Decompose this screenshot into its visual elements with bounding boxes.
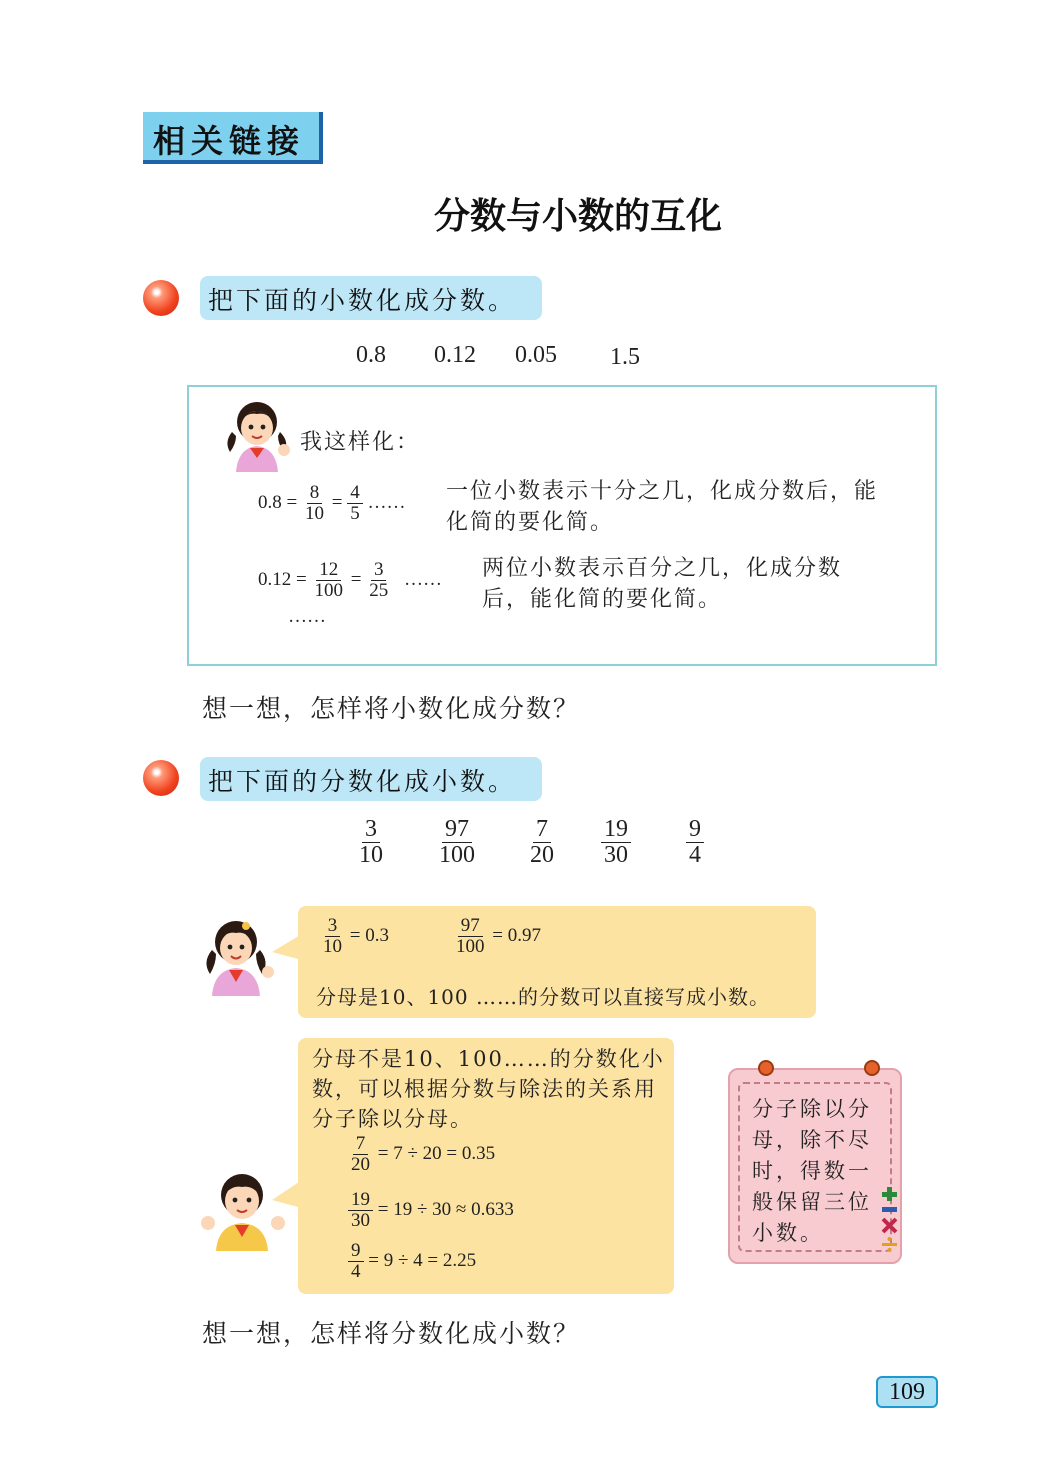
section-tag bbox=[143, 112, 323, 164]
equation-9-4: $\frac{9}{4}$ = 9 ÷ 4 = 2.25 bbox=[348, 1241, 476, 1282]
fraction-item: $\frac{9}{4}$ bbox=[686, 817, 704, 868]
section-tag-label: 相关链接 bbox=[153, 122, 306, 160]
decimal-item: 1.5 bbox=[610, 344, 640, 370]
fraction-item: $\frac{7}{20}$ bbox=[530, 816, 554, 869]
note-direct-write: 分母是10、100 ……的分数可以直接写成小数。 bbox=[316, 985, 770, 1009]
prompt-decimal-to-fraction: 把下面的小数化成分数。 bbox=[200, 276, 542, 320]
equation-97-100: $\frac{97}{100}$ = 0.97 bbox=[456, 915, 541, 957]
fraction-item: $\frac{3}{10}$ bbox=[359, 816, 383, 869]
speech-bubble-division bbox=[298, 1038, 674, 1294]
decimal-item: 0.05 bbox=[515, 342, 557, 368]
decimal-item: 0.8 bbox=[356, 342, 386, 368]
tip-card bbox=[728, 1068, 902, 1264]
think-question-2: 想一想，怎样将分数化成小数？ bbox=[202, 1319, 581, 1348]
girl-avatar bbox=[222, 392, 294, 472]
prompt-fraction-to-decimal: 把下面的分数化成小数。 bbox=[200, 757, 542, 801]
pin-icon bbox=[758, 1060, 774, 1076]
equation-19-30: $\frac{19}{30}$ = 19 ÷ 30 ≈ 0.633 bbox=[348, 1190, 514, 1231]
pin-icon bbox=[864, 1060, 880, 1076]
fraction-item: $\frac{97}{100}$ bbox=[439, 816, 475, 869]
equation-3-10: $\frac{3}{10}$ = 0.3 bbox=[323, 915, 389, 957]
girl-avatar bbox=[200, 912, 280, 996]
decimal-item: 0.12 bbox=[434, 342, 476, 368]
bullet-ball-icon bbox=[143, 760, 179, 796]
fraction-item: $\frac{19}{30}$ bbox=[601, 817, 631, 868]
math-symbols-icon bbox=[880, 1185, 900, 1255]
equation-7-20: $\frac{7}{20}$ = 7 ÷ 20 = 0.35 bbox=[351, 1133, 496, 1175]
more-dots: …… bbox=[288, 606, 326, 627]
page-title: 分数与小数的互化 bbox=[433, 196, 722, 237]
speech-bubble-direct bbox=[298, 906, 816, 1018]
note-one-decimal: 一位小数表示十分之几，化成分数后，能化简的要化简。 bbox=[446, 479, 879, 535]
bullet-ball-icon bbox=[143, 280, 179, 316]
think-question-1: 想一想，怎样将小数化成分数？ bbox=[202, 694, 581, 723]
equation-0-8: 0.8 = $\frac{8}{10}$ = $\frac{4}{5}$ …… bbox=[258, 482, 406, 524]
tip-text: 分子除以分母，除不尽时，得数一般保留三位小数。 bbox=[738, 1082, 892, 1252]
page-number: 109 bbox=[876, 1376, 938, 1408]
note-two-decimal: 两位小数表示百分之几，化成分数后，能化简的要化简。 bbox=[482, 556, 843, 612]
equation-0-12: 0.12 = $\frac{12}{100}$ = $\frac{3}{25}$ …… bbox=[258, 559, 442, 601]
method-intro: 我这样化： bbox=[300, 430, 421, 455]
note-division-method: 分母不是10、100……的分数化小数，可以根据分数与除法的关系用分子除以分母。 bbox=[312, 1047, 665, 1131]
